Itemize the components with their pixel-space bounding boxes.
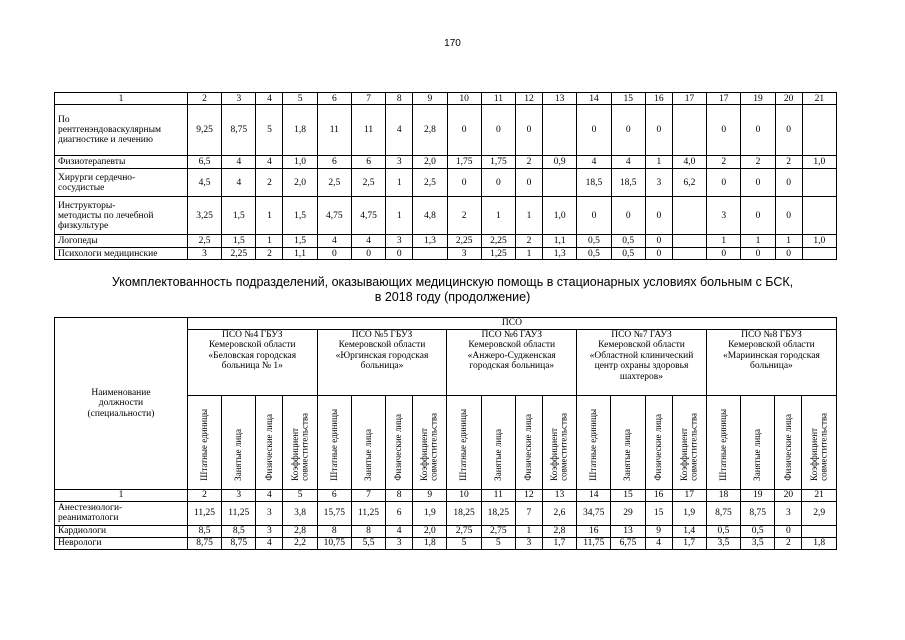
column-number-cell: 4 [256, 93, 283, 105]
column-number-cell: 7 [351, 489, 385, 501]
value-cell: 1,0 [802, 156, 836, 169]
value-cell [802, 105, 836, 156]
value-cell: 1,0 [543, 197, 577, 235]
value-cell: 11,25 [187, 501, 221, 525]
column-number-cell: 3 [222, 93, 256, 105]
value-cell: 1,3 [413, 235, 447, 248]
column-number-cell: 20 [775, 489, 802, 501]
value-cell: 1,25 [481, 248, 515, 260]
value-cell: 0 [516, 169, 543, 197]
value-cell: 11,25 [222, 501, 256, 525]
value-cell: 4 [386, 525, 413, 537]
value-cell: 5 [481, 537, 515, 549]
value-cell: 2,6 [542, 501, 576, 525]
subcolumn-header [447, 395, 481, 489]
staffing-table-part1 [54, 92, 837, 260]
value-cell: 1 [516, 248, 543, 260]
value-cell: 1,4 [672, 525, 706, 537]
column-number-cell: 2 [187, 93, 221, 105]
hospital-group-header: ПСО №4 ГБУЗ Кемеровской области «Беловская городская больница № 1» [187, 329, 317, 395]
column-number-cell: 17 [672, 93, 706, 105]
value-cell: 2,75 [481, 525, 515, 537]
value-cell: 2,8 [413, 105, 447, 156]
subcolumn-label: Штатные единицы [458, 409, 469, 481]
value-cell: 6 [351, 156, 385, 169]
value-cell: 2,0 [413, 525, 447, 537]
value-cell: 2,25 [222, 248, 256, 260]
value-cell: 1 [645, 156, 672, 169]
subcolumn-label: Занятые лица [362, 429, 373, 481]
value-cell: 4,0 [672, 156, 706, 169]
value-cell: 0 [611, 105, 645, 156]
value-cell: 0 [577, 105, 611, 156]
subcolumn-header [351, 395, 385, 489]
value-cell: 1 [775, 235, 802, 248]
subcolumn-label: Коэффициент совместительства [548, 413, 569, 481]
subcolumn-header [386, 395, 413, 489]
column-number-cell: 2 [187, 489, 221, 501]
value-cell: 0 [775, 169, 802, 197]
subcolumn-label: Физические лица [523, 414, 534, 481]
value-cell: 10,75 [317, 537, 351, 549]
subcolumn-header [283, 395, 317, 489]
column-number-cell: 8 [386, 489, 413, 501]
column-number-cell: 5 [283, 489, 317, 501]
subcolumn-header [775, 395, 802, 489]
value-cell: 8,75 [222, 105, 256, 156]
value-cell: 5 [256, 105, 283, 156]
value-cell [672, 235, 706, 248]
value-cell: 0 [775, 105, 802, 156]
value-cell: 3 [447, 248, 481, 260]
value-cell: 4 [351, 235, 385, 248]
column-number-cell: 14 [577, 489, 611, 501]
value-cell: 0 [775, 197, 802, 235]
value-cell: 1 [515, 525, 542, 537]
column-number-cell: 14 [577, 93, 611, 105]
value-cell: 0,9 [543, 156, 577, 169]
subcolumn-header [481, 395, 515, 489]
value-cell: 8,75 [187, 537, 221, 549]
value-cell: 8,5 [222, 525, 256, 537]
subcolumn-label: Штатные единицы [328, 409, 339, 481]
value-cell: 0 [516, 105, 543, 156]
value-cell: 2,75 [447, 525, 481, 537]
table-row [55, 169, 837, 197]
value-cell: 2 [516, 156, 543, 169]
value-cell: 8,75 [222, 537, 256, 549]
value-cell: 0 [386, 248, 413, 260]
value-cell: 3 [707, 197, 741, 235]
column-number-cell: 3 [222, 489, 256, 501]
value-cell: 2 [775, 156, 802, 169]
column-number-cell: 17 [672, 489, 706, 501]
value-cell: 1,9 [413, 501, 447, 525]
value-cell: 2,5 [317, 169, 351, 197]
value-cell: 2 [741, 156, 775, 169]
hospital-group-header: ПСО №6 ГАУЗ Кемеровской области «Анжеро-Судженская городская больница» [447, 329, 577, 395]
subcolumn-header [256, 395, 283, 489]
value-cell: 0,5 [611, 235, 645, 248]
column-number-cell: 6 [317, 489, 351, 501]
value-cell: 3 [645, 169, 672, 197]
value-cell [802, 248, 836, 260]
value-cell: 2 [447, 197, 481, 235]
value-cell: 2 [256, 169, 283, 197]
value-cell [543, 169, 577, 197]
position-name-cell: Кардиологи [55, 525, 188, 537]
subcolumn-label: Коэффициент совместительства [678, 413, 699, 481]
value-cell: 6,5 [187, 156, 221, 169]
column-number-cell: 13 [543, 93, 577, 105]
value-cell: 5,5 [351, 537, 385, 549]
caption-line-1: Укомплектованность подразделений, оказывающих медицинскую помощь в стационарных условиях больным с БСК, [111, 275, 794, 289]
value-cell: 11 [317, 105, 351, 156]
value-cell: 1 [256, 197, 283, 235]
value-cell: 3 [386, 537, 413, 549]
value-cell: 7 [515, 501, 542, 525]
value-cell: 3 [187, 248, 221, 260]
subcolumn-header [645, 395, 672, 489]
value-cell: 3 [256, 525, 283, 537]
subcolumn-header [542, 395, 576, 489]
value-cell: 13 [611, 525, 645, 537]
subcolumn-label: Занятые лица [751, 429, 762, 481]
subcolumn-label: Занятые лица [233, 429, 244, 481]
value-cell: 1,8 [802, 537, 837, 549]
value-cell: 4 [256, 537, 283, 549]
column-number-cell: 9 [413, 489, 447, 501]
column-number-cell: 8 [386, 93, 413, 105]
column-number-cell: 12 [515, 489, 542, 501]
value-cell: 0 [707, 248, 741, 260]
position-name-cell: Инструкторы- методисты по лечебной физкультуре [55, 197, 188, 235]
value-cell [672, 197, 706, 235]
value-cell: 4,8 [413, 197, 447, 235]
subcolumn-header [802, 395, 837, 489]
subcolumn-label: Штатные единицы [587, 409, 598, 481]
value-cell: 3 [256, 501, 283, 525]
value-cell: 18,25 [447, 501, 481, 525]
table-row [55, 105, 837, 156]
table-row [55, 235, 837, 248]
page-number: 170 [444, 38, 461, 49]
column-number-cell: 11 [481, 489, 515, 501]
value-cell: 0 [741, 169, 775, 197]
value-cell: 18,5 [611, 169, 645, 197]
value-cell: 18,25 [481, 501, 515, 525]
column-number-cell: 20 [775, 93, 802, 105]
subcolumn-header [515, 395, 542, 489]
column-number-cell: 10 [447, 489, 481, 501]
subcolumn-header [577, 395, 611, 489]
pso-header-row [55, 318, 837, 330]
value-cell: 2,2 [283, 537, 317, 549]
value-cell: 0 [707, 105, 741, 156]
value-cell: 6 [386, 501, 413, 525]
value-cell: 1 [386, 197, 413, 235]
value-cell: 2 [775, 537, 802, 549]
hospital-group-header: ПСО №7 ГАУЗ Кемеровской области «Областной клинический центр охраны здоровья шахтеров» [577, 329, 707, 395]
subcolumn-label: Физические лица [393, 414, 404, 481]
column-number-cell: 4 [256, 489, 283, 501]
column-number-cell: 5 [283, 93, 317, 105]
table-header-row [55, 93, 837, 105]
value-cell: 2 [516, 235, 543, 248]
position-name-cell: Неврологи [55, 537, 188, 549]
subcolumn-label: Штатные единицы [198, 409, 209, 481]
value-cell: 4,5 [187, 169, 221, 197]
value-cell: 8 [351, 525, 385, 537]
value-cell: 4 [256, 156, 283, 169]
column-number-cell: 21 [802, 93, 836, 105]
value-cell: 1,5 [222, 235, 256, 248]
subcolumn-label: Занятые лица [622, 429, 633, 481]
value-cell: 5 [447, 537, 481, 549]
value-cell: 2,5 [187, 235, 221, 248]
value-cell: 1 [256, 235, 283, 248]
value-cell: 0 [351, 248, 385, 260]
value-cell: 11 [351, 105, 385, 156]
value-cell: 1,75 [481, 156, 515, 169]
value-cell: 0,5 [741, 525, 775, 537]
value-cell: 3,5 [706, 537, 740, 549]
value-cell: 0 [775, 525, 802, 537]
subcolumn-label: Коэффициент совместительства [419, 413, 439, 481]
value-cell: 1 [516, 197, 543, 235]
subcolumn-header [187, 395, 221, 489]
value-cell: 2 [707, 156, 741, 169]
value-cell: 4 [577, 156, 611, 169]
value-cell: 9 [645, 525, 672, 537]
value-cell [802, 169, 836, 197]
column-number-cell: 17 [707, 93, 741, 105]
position-name-cell: Психологи медицинские [55, 248, 188, 260]
value-cell: 3 [386, 235, 413, 248]
value-cell: 1,5 [222, 197, 256, 235]
value-cell: 0 [775, 248, 802, 260]
column-number-cell: 7 [351, 93, 385, 105]
table-row [55, 501, 837, 525]
value-cell: 0 [645, 235, 672, 248]
value-cell: 15 [645, 501, 672, 525]
table-caption [0, 275, 905, 305]
value-cell: 34,75 [577, 501, 611, 525]
subcolumn-header [706, 395, 740, 489]
value-cell: 0 [481, 169, 515, 197]
value-cell: 3,25 [187, 197, 221, 235]
value-cell: 8,75 [706, 501, 740, 525]
value-cell: 15,75 [317, 501, 351, 525]
value-cell: 1,8 [283, 105, 317, 156]
subcolumn-header [672, 395, 706, 489]
value-cell: 0 [741, 197, 775, 235]
value-cell: 0,5 [611, 248, 645, 260]
column-number-cell: 16 [645, 489, 672, 501]
value-cell [802, 525, 837, 537]
subcolumn-header [611, 395, 645, 489]
position-name-cell: Анестезиологи- реаниматологи [55, 501, 188, 525]
value-cell: 8,75 [741, 501, 775, 525]
value-cell: 1 [481, 197, 515, 235]
value-cell: 1,5 [283, 197, 317, 235]
value-cell: 3 [515, 537, 542, 549]
value-cell: 29 [611, 501, 645, 525]
value-cell: 1 [386, 169, 413, 197]
value-cell: 2,5 [413, 169, 447, 197]
value-cell: 3 [386, 156, 413, 169]
value-cell: 0 [611, 197, 645, 235]
value-cell: 1,0 [283, 156, 317, 169]
value-cell: 1,1 [543, 235, 577, 248]
value-cell: 8,5 [187, 525, 221, 537]
value-cell: 1,9 [672, 501, 706, 525]
value-cell: 0,5 [577, 248, 611, 260]
subcolumn-header [741, 395, 775, 489]
column-number-cell: 13 [542, 489, 576, 501]
hospital-group-header: ПСО №8 ГБУЗ Кемеровской области «Мариинская городская больница» [706, 329, 836, 395]
value-cell: 3,5 [741, 537, 775, 549]
pso-label: ПСО [187, 318, 836, 330]
value-cell: 1,0 [802, 235, 836, 248]
value-cell [543, 105, 577, 156]
value-cell: 3 [775, 501, 802, 525]
table-row [55, 197, 837, 235]
value-cell: 4 [222, 169, 256, 197]
value-cell: 11,75 [577, 537, 611, 549]
column-number-cell: 19 [741, 93, 775, 105]
value-cell: 0 [447, 105, 481, 156]
column-number-cell: 19 [741, 489, 775, 501]
value-cell [672, 248, 706, 260]
value-cell: 1,7 [542, 537, 576, 549]
column-number-cell: 1 [55, 93, 188, 105]
value-cell: 0 [577, 197, 611, 235]
value-cell: 2,25 [481, 235, 515, 248]
subcolumn-label: Физические лица [652, 414, 663, 481]
subcolumn-label: Занятые лица [492, 429, 503, 481]
value-cell: 0,5 [577, 235, 611, 248]
value-cell: 6,2 [672, 169, 706, 197]
subcolumn-header [317, 395, 351, 489]
value-cell: 2,25 [447, 235, 481, 248]
caption-line-2: в 2018 году (продолжение) [374, 290, 531, 304]
column-number-cell: 15 [611, 93, 645, 105]
value-cell: 2,8 [283, 525, 317, 537]
value-cell: 0 [741, 248, 775, 260]
column-number-cell: 16 [645, 93, 672, 105]
column-number-cell: 12 [516, 93, 543, 105]
value-cell: 0 [481, 105, 515, 156]
table-row [55, 248, 837, 260]
value-cell: 0,5 [706, 525, 740, 537]
column-number-cell: 9 [413, 93, 447, 105]
subcolumn-label: Коэффициент совместительства [808, 413, 829, 481]
column-number-cell: 11 [481, 93, 515, 105]
table-row [55, 537, 837, 549]
value-cell: 4 [222, 156, 256, 169]
value-cell: 2,8 [542, 525, 576, 537]
column-number-cell: 15 [611, 489, 645, 501]
position-name-cell: Физиотерапевты [55, 156, 188, 169]
value-cell: 1,8 [413, 537, 447, 549]
value-cell: 1,75 [447, 156, 481, 169]
value-cell: 2,5 [351, 169, 385, 197]
table-row [55, 156, 837, 169]
value-cell: 0 [317, 248, 351, 260]
value-cell: 1,5 [283, 235, 317, 248]
value-cell: 4 [645, 537, 672, 549]
value-cell: 0 [447, 169, 481, 197]
staffing-table-part2 [54, 317, 837, 550]
value-cell: 0 [741, 105, 775, 156]
value-cell: 16 [577, 525, 611, 537]
value-cell: 0 [645, 248, 672, 260]
column-number-row [55, 489, 837, 501]
subcolumn-label: Физические лица [782, 414, 793, 481]
subcolumn-label: Штатные единицы [717, 409, 728, 481]
value-cell: 4 [611, 156, 645, 169]
position-name-cell: Логопеды [55, 235, 188, 248]
value-cell: 2 [256, 248, 283, 260]
subcolumn-header [222, 395, 256, 489]
value-cell: 1 [741, 235, 775, 248]
subcolumn-header [413, 395, 447, 489]
value-cell: 4 [317, 235, 351, 248]
table-row [55, 525, 837, 537]
column-number-cell: 21 [802, 489, 837, 501]
position-name-cell: По рентгенэндоваскулярным диагностике и лечению [55, 105, 188, 156]
value-cell: 2,9 [802, 501, 837, 525]
value-cell: 6,75 [611, 537, 645, 549]
column-number-cell: 18 [706, 489, 740, 501]
subcolumn-label: Физические лица [263, 414, 274, 481]
value-cell [672, 105, 706, 156]
value-cell: 0 [707, 169, 741, 197]
position-name-cell: Хирурги сердечно- сосудистые [55, 169, 188, 197]
column-number-cell: 1 [55, 489, 188, 501]
column-number-cell: 6 [317, 93, 351, 105]
value-cell: 2,0 [283, 169, 317, 197]
value-cell [413, 248, 447, 260]
value-cell: 0 [645, 105, 672, 156]
value-cell: 9,25 [187, 105, 221, 156]
value-cell: 1 [707, 235, 741, 248]
hospital-group-header: ПСО №5 ГБУЗ Кемеровской области «Юргинская городская больница» [317, 329, 447, 395]
value-cell: 18,5 [577, 169, 611, 197]
value-cell: 4,75 [351, 197, 385, 235]
value-cell: 8 [317, 525, 351, 537]
value-cell: 11,25 [351, 501, 385, 525]
column-number-cell: 10 [447, 93, 481, 105]
value-cell: 1,7 [672, 537, 706, 549]
value-cell: 0 [645, 197, 672, 235]
value-cell: 1,1 [283, 248, 317, 260]
value-cell [802, 197, 836, 235]
value-cell: 2,0 [413, 156, 447, 169]
value-cell: 4,75 [317, 197, 351, 235]
subcolumn-label: Коэффициент совместительства [289, 413, 310, 481]
value-cell: 1,3 [543, 248, 577, 260]
value-cell: 6 [317, 156, 351, 169]
position-name-header: Наименование должности (специальности) [55, 318, 188, 490]
value-cell: 4 [386, 105, 413, 156]
value-cell: 3,8 [283, 501, 317, 525]
